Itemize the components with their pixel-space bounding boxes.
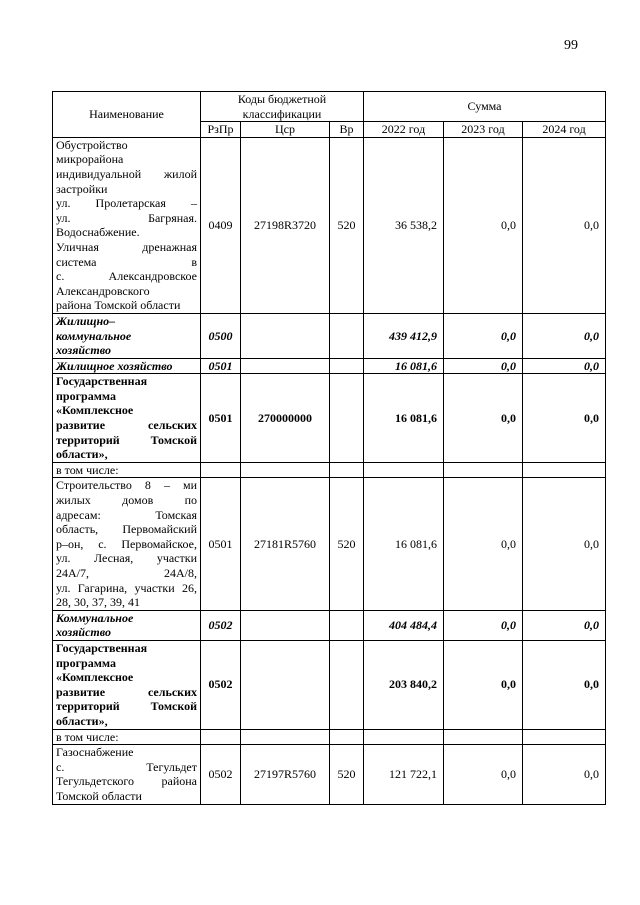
name-line: микрорайона xyxy=(56,152,124,167)
cell-2024: 0,0 xyxy=(523,610,606,640)
name-line: Строительство 8 – ми xyxy=(56,478,197,493)
cell-2024 xyxy=(523,462,606,478)
cell-2022: 404 484,4 xyxy=(364,610,444,640)
cell-2022: 121 722,1 xyxy=(364,745,444,804)
cell-name xyxy=(53,462,201,478)
cell-rzpr: 0501 xyxy=(201,358,241,374)
name-line: развитие сельских xyxy=(56,684,197,699)
table-row xyxy=(53,374,606,463)
cell-2023 xyxy=(444,729,523,745)
cell-name xyxy=(53,358,201,374)
cell-2024: 0,0 xyxy=(523,374,606,463)
header-2024: 2024 год xyxy=(523,122,606,138)
table-row xyxy=(53,462,606,478)
cell-vr xyxy=(330,313,364,358)
name-line: хозяйство xyxy=(56,625,111,640)
name-line: Обустройство xyxy=(56,137,128,152)
cell-csr: 27181R5760 xyxy=(241,478,330,610)
name-line: в том числе: xyxy=(56,729,119,744)
name-line: «Комплексное xyxy=(56,670,134,685)
page-number: 99 xyxy=(564,38,578,53)
cell-vr: 520 xyxy=(330,745,364,804)
cell-rzpr: 0501 xyxy=(201,478,241,610)
header-codes: Коды бюджетной классификации xyxy=(201,92,364,122)
cell-2023 xyxy=(444,462,523,478)
name-line: ул. Гагарина, участки 26, xyxy=(56,580,197,595)
cell-2023: 0,0 xyxy=(444,137,523,313)
cell-name xyxy=(53,374,201,463)
cell-vr xyxy=(330,610,364,640)
cell-2024 xyxy=(523,729,606,745)
cell-name xyxy=(53,610,201,640)
header-2022: 2022 год xyxy=(364,122,444,138)
cell-csr xyxy=(241,313,330,358)
cell-rzpr: 0502 xyxy=(201,610,241,640)
table-row xyxy=(53,137,606,313)
table-row xyxy=(53,729,606,745)
table-row xyxy=(53,478,606,610)
name-line: ул. Багряная. xyxy=(56,210,197,225)
name-line: программа xyxy=(56,388,116,403)
cell-vr xyxy=(330,358,364,374)
cell-2023: 0,0 xyxy=(444,745,523,804)
cell-vr xyxy=(330,374,364,463)
cell-rzpr xyxy=(201,462,241,478)
budget-table xyxy=(52,91,606,805)
name-line: 24А/7, 24А/8, xyxy=(56,566,197,580)
cell-2022: 203 840,2 xyxy=(364,640,444,729)
table-row xyxy=(53,640,606,729)
cell-csr: 27197R5760 xyxy=(241,745,330,804)
header-sum: Сумма xyxy=(364,92,606,122)
name-line: Водоснабжение. xyxy=(56,225,140,240)
cell-csr xyxy=(241,610,330,640)
cell-2022: 16 081,6 xyxy=(364,478,444,610)
name-line: с. Александровское xyxy=(56,269,197,284)
cell-csr xyxy=(241,462,330,478)
name-line: Государственная xyxy=(56,640,148,655)
cell-2023: 0,0 xyxy=(444,610,523,640)
name-line: р–он, с. Первомайское, xyxy=(56,536,197,551)
cell-csr: 27198R3720 xyxy=(241,137,330,313)
cell-vr: 520 xyxy=(330,137,364,313)
cell-rzpr: 0409 xyxy=(201,137,241,313)
name-line: программа xyxy=(56,655,116,670)
cell-vr xyxy=(330,729,364,745)
name-line: Государственная xyxy=(56,374,148,389)
cell-name xyxy=(53,137,201,313)
name-line: адресам: Томская xyxy=(56,507,197,522)
name-line: Тегульдетского района xyxy=(56,774,197,789)
cell-2024: 0,0 xyxy=(523,313,606,358)
name-line: застройки xyxy=(56,181,108,196)
cell-vr xyxy=(330,462,364,478)
cell-2022: 439 412,9 xyxy=(364,313,444,358)
cell-vr: 520 xyxy=(330,478,364,610)
cell-2024: 0,0 xyxy=(523,478,606,610)
header-name: Наименование xyxy=(53,92,201,138)
cell-2024: 0,0 xyxy=(523,745,606,804)
name-line: Александровского xyxy=(56,283,150,298)
table-row xyxy=(53,745,606,804)
cell-rzpr: 0501 xyxy=(201,374,241,463)
cell-rzpr: 0502 xyxy=(201,640,241,729)
name-line: Жилищное хозяйство xyxy=(56,358,173,373)
name-line: «Комплексное xyxy=(56,403,134,418)
cell-vr xyxy=(330,640,364,729)
cell-2022 xyxy=(364,729,444,745)
cell-2024: 0,0 xyxy=(523,358,606,374)
name-line: области», xyxy=(56,447,108,462)
name-line: территорий Томской xyxy=(56,432,197,447)
name-line: жилых домов по xyxy=(56,493,197,508)
cell-csr xyxy=(241,640,330,729)
cell-name xyxy=(53,640,201,729)
cell-2022: 36 538,2 xyxy=(364,137,444,313)
cell-csr xyxy=(241,358,330,374)
name-line: территорий Томской xyxy=(56,699,197,714)
cell-csr xyxy=(241,729,330,745)
cell-2023: 0,0 xyxy=(444,313,523,358)
cell-2022 xyxy=(364,462,444,478)
table-row xyxy=(53,358,606,374)
cell-name xyxy=(53,478,201,610)
cell-name xyxy=(53,745,201,804)
name-line: района Томской области xyxy=(56,298,181,313)
name-line: Газоснабжение xyxy=(56,745,134,760)
cell-2023: 0,0 xyxy=(444,640,523,729)
name-line: коммунальное xyxy=(56,328,132,343)
name-line: области», xyxy=(56,713,108,728)
name-line: система в xyxy=(56,254,197,269)
cell-2023: 0,0 xyxy=(444,478,523,610)
header-2023: 2023 год xyxy=(444,122,523,138)
cell-2022: 16 081,6 xyxy=(364,358,444,374)
cell-name xyxy=(53,313,201,358)
name-line: ул. Пролетарская – xyxy=(56,196,197,211)
name-line: Томской области xyxy=(56,788,142,803)
cell-rzpr: 0500 xyxy=(201,313,241,358)
name-line: с. Тегульдет xyxy=(56,759,197,774)
cell-2024: 0,0 xyxy=(523,640,606,729)
table-row xyxy=(53,313,606,358)
name-line: хозяйство xyxy=(56,343,111,358)
name-line: 28, 30, 37, 39, 41 xyxy=(56,595,140,610)
name-line: Коммунальное xyxy=(56,610,134,625)
cell-2023: 0,0 xyxy=(444,374,523,463)
name-line: индивидуальной жилой xyxy=(56,166,197,181)
header-vr: Вр xyxy=(330,122,364,138)
header-rzpr: РзПр xyxy=(201,122,241,138)
cell-name xyxy=(53,729,201,745)
cell-2022: 16 081,6 xyxy=(364,374,444,463)
cell-rzpr: 0502 xyxy=(201,745,241,804)
name-line: в том числе: xyxy=(56,462,119,477)
cell-2024: 0,0 xyxy=(523,137,606,313)
name-line: область, Первомайский xyxy=(56,522,197,537)
name-line: Уличная дренажная xyxy=(56,239,197,254)
cell-csr: 270000000 xyxy=(241,374,330,463)
header-csr: Цср xyxy=(241,122,330,138)
name-line: ул. Лесная, участки xyxy=(56,551,197,566)
cell-rzpr xyxy=(201,729,241,745)
cell-2023: 0,0 xyxy=(444,358,523,374)
table-row xyxy=(53,610,606,640)
name-line: развитие сельских xyxy=(56,418,197,433)
name-line: Жилищно– xyxy=(56,313,116,328)
